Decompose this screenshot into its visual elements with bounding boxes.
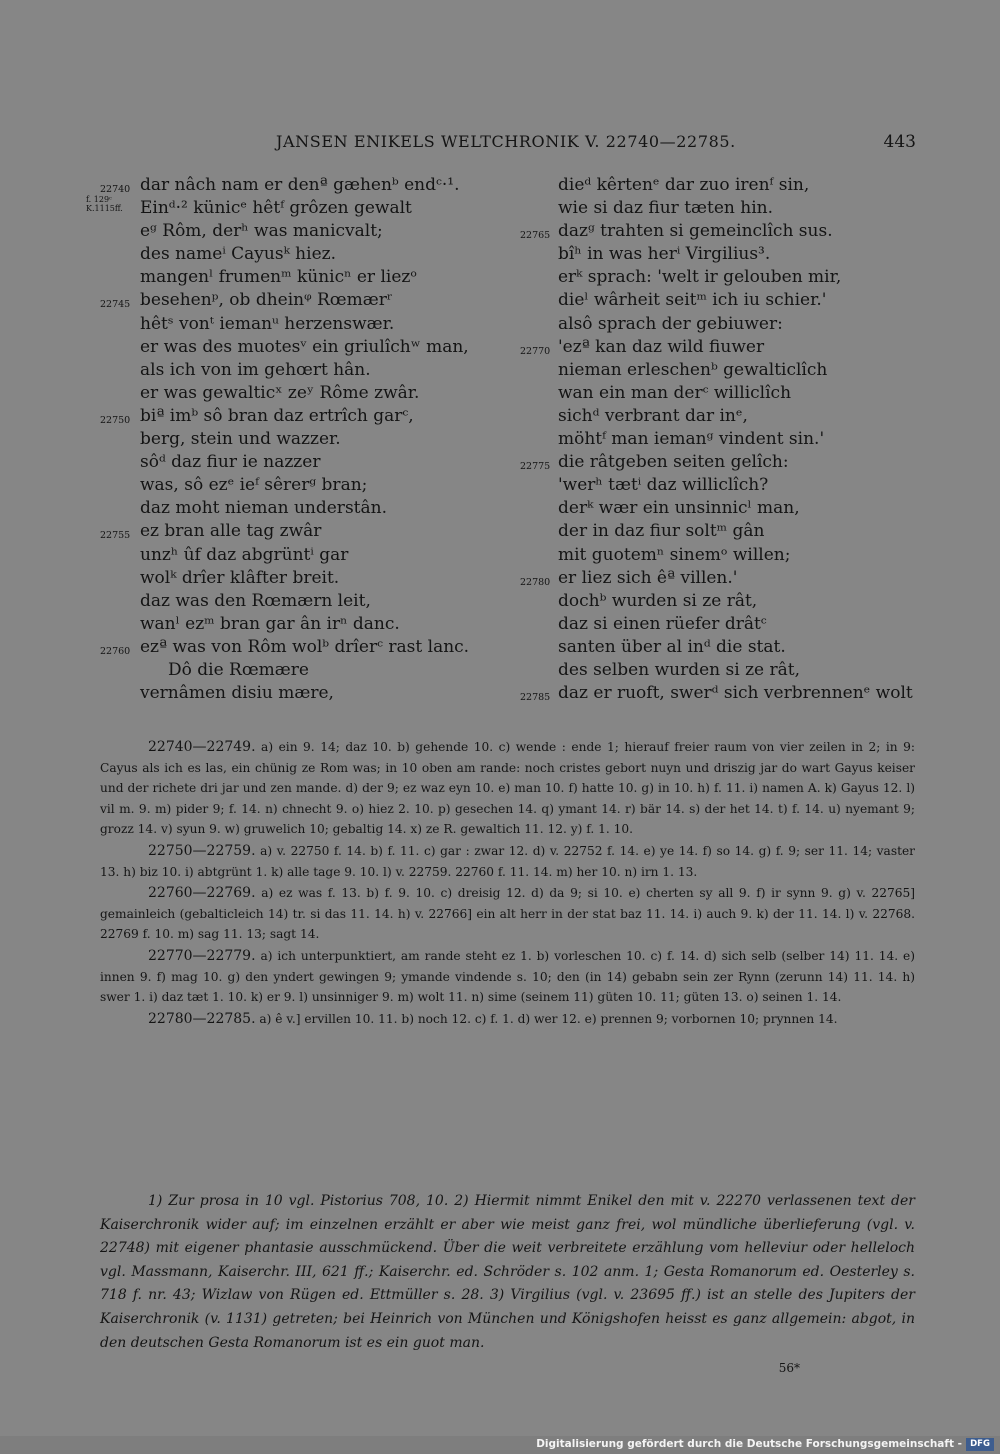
apparatus-entry: [100, 1009, 915, 1030]
verse-line: [518, 544, 918, 567]
verse-line: [100, 474, 500, 497]
verse-text: daz er ruoft, swerᵈ sich verbrennenᵉ wolt: [558, 683, 913, 704]
poem-column-right: [518, 174, 918, 705]
verse-line: [518, 451, 918, 474]
verse-text: bîʰ in was herⁱ Virgilius³.: [558, 244, 771, 265]
verse-text: die râtgeben seiten gelîch:: [558, 452, 789, 473]
verse-line: [518, 659, 918, 682]
line-number: 22755: [100, 530, 131, 542]
verse-line: [100, 659, 500, 682]
line-number: 22740: [100, 184, 131, 195]
verse-text: alsô sprach der gebiuwer:: [558, 313, 783, 334]
verse-line: [100, 405, 500, 428]
verse-text: wan ein man derᶜ williclîch: [558, 382, 792, 403]
verse-text: dieˡ wârheit seitᵐ ich iu schier.': [558, 290, 827, 311]
verse-line: [518, 313, 918, 336]
verse-text: Dô die Rœmære: [168, 659, 309, 680]
line-number: 22765: [520, 230, 551, 242]
verse-text: dieᵈ kêrtenᵉ dar zuo irenᶠ sin,: [558, 175, 810, 195]
header-title: JANSEN ENIKELS WELTCHRONIK V. 22740—22785.: [276, 132, 736, 151]
verse-line: [100, 289, 500, 312]
verse-text: wanˡ ezᵐ bran gar ân irⁿ danc.: [140, 613, 400, 634]
verse-text: eᵍ Rôm, derʰ was manicvalt;: [140, 221, 383, 242]
verse-line: [100, 220, 500, 243]
verse-text: derᵏ wær ein unsinnicˡ man,: [558, 498, 800, 519]
page-number: 443: [883, 132, 916, 152]
verse-text: unzʰ ûf daz abgrüntⁱ gar: [140, 544, 349, 565]
verse-line: [518, 266, 918, 289]
apparatus-text: a) ein 9. 14; daz 10. b) gehende 10. c) wende : ende 1; hierauf freier raum von vier zeilen in 2; in 9: Cayus als ich es las, ein chünig ze Rom was; in 10 oben am rande: noch cristes gebort nuyn und driszig jar do wart Gayus keiser und der richete dri jar und zen mande. d) der 9; ez waz eyn 10. e) man 10. f) hatte 10. g) in 10. h) f. 11. i) namen A. k) Gayus 12. l) vil m. 9. m) pider 9; f. 14. n) chnecht 9. o) hiez 2. 10. p) gesechen 14. q) ymant 14. r) bär 14. s) der het 14. t) f. 14. u) nyemant 9; grozz 14. v) syun 9. w) gruwelich 10; gebaltig 14. x) ze R. gewaltich 11. 12. y) f. 1. 10.: [100, 740, 915, 837]
verse-line: [100, 520, 500, 543]
line-number: 22775: [520, 461, 551, 473]
verse-text: berg, stein und wazzer.: [140, 429, 341, 450]
verse-text: sôᵈ daz fiur ie nazzer: [140, 452, 321, 473]
verse-text: möhtᶠ man iemanᵍ vindent sin.': [558, 429, 825, 450]
verse-text: daz was den Rœmærn leit,: [140, 590, 371, 611]
verse-text: dazᵍ trahten si gemeinclîch sus.: [558, 221, 833, 242]
dfg-logo: DFG: [966, 1438, 994, 1451]
verse-line: [518, 636, 918, 659]
running-header: [0, 132, 1000, 156]
verse-line: [518, 682, 918, 705]
verse-line: [100, 336, 500, 359]
verse-text: dar nâch nam er denª gæhenᵇ endᶜ·¹.: [140, 175, 460, 195]
verse-line: [518, 359, 918, 382]
apparatus-range: 22740—22749.: [148, 739, 256, 755]
verse-line: [518, 197, 918, 220]
verse-line: [100, 174, 500, 197]
verse-line: [518, 613, 918, 636]
apparatus-text: a) ich unterpunktiert, am rande steht ez 1. b) vorleschen 10. c) f. 14. d) sich selb (selber 14) 11. 14. e) innen 9. f) mag 10. g) den yndert gewingen 9; ymande vindende s. 10; den (in 14) gebabn sein zer Rynn (zerunn 14) 11. 14. h) swer 1. i) daz tæt 1. 10. k) er 9. l) unsinniger 9. m) wolt 11. n) sime (seinem 11) güten 10. 11; güten 13. o) seinen 1. 14.: [100, 948, 916, 1005]
verse-line: [100, 266, 500, 289]
verse-text: 'ezª kan daz wild fiuwer: [558, 336, 765, 357]
verse-line: [518, 220, 918, 243]
verse-text: des nameⁱ Cayusᵏ hiez.: [140, 244, 336, 265]
apparatus-text: a) ê v.] ervillen 10. 11. b) noch 12. c) f. 1. d) wer 12. e) prennen 9; vorbornen 10; prynnen 14.: [259, 1011, 838, 1026]
verse-text: ezª was von Rôm wolᵇ drîerᶜ rast lanc.: [140, 636, 470, 657]
verse-line: [518, 520, 918, 543]
verse-line: [100, 243, 500, 266]
apparatus-range: 22750—22759.: [148, 842, 256, 859]
verse-text: dochᵇ wurden si ze rât,: [558, 590, 758, 611]
verse-text: wolᵏ drîer klâfter breit.: [140, 567, 340, 588]
apparatus-range: 22780—22785.: [148, 1010, 256, 1027]
verse-line: [100, 544, 500, 567]
verse-line: [100, 382, 500, 405]
verse-line: [100, 451, 500, 474]
manuscript-ref: f. 129ᶜ K.1115ff.: [86, 195, 123, 214]
verse-line: [518, 174, 918, 197]
verse-line: [100, 682, 500, 705]
apparatus-text: a) ez was f. 13. b) f. 9. 10. c) dreisig 12. d) da 9; si 10. e) cherten sy all 9. f) ir synn 9. g) v. 22765] gemainleich (gebalticleich 14) tr. si das 11. 14. h) v. 22766] ein alt herr in der stat baz 11. 14. i) auch 9. k) der 11. 14. l) v. 22768. 22769 f. 10. m) sag 11. 13; sagt 14.: [100, 886, 915, 942]
verse-line: [100, 359, 500, 382]
verse-text: nieman erleschenᵇ gewalticlîch: [558, 359, 828, 380]
verse-line: [518, 567, 918, 590]
verse-text: erᵏ sprach: 'welt ir gelouben mir,: [558, 267, 842, 288]
verse-text: der in daz fiur soltᵐ gân: [558, 521, 765, 542]
line-number: 22780: [520, 576, 551, 588]
verse-text: er liez sich êª villen.': [558, 567, 738, 588]
signature-mark: 56*: [778, 1361, 800, 1375]
line-number: 22745: [100, 299, 131, 311]
verse-line: [518, 474, 918, 497]
critical-apparatus: [100, 737, 915, 1030]
verse-line: [100, 636, 500, 659]
verse-line: [100, 497, 500, 520]
verse-line: [518, 243, 918, 266]
verse-line: [100, 613, 500, 636]
line-number: 22785: [520, 692, 551, 704]
verse-text: daz moht nieman understân.: [140, 498, 387, 519]
verse-line: [518, 428, 918, 451]
verse-text: mit guotemⁿ sinemᵒ willen;: [558, 544, 791, 565]
verse-text: besehenᵖ, ob dheinᵠ Rœmærʳ: [140, 290, 393, 311]
verse-line: [100, 428, 500, 451]
footer-bar: [0, 1436, 1000, 1454]
verse-text: mangenˡ frumenᵐ künicⁿ er liezᵒ: [140, 267, 417, 288]
verse-text: santen über al inᵈ die stat.: [558, 636, 786, 657]
verse-text: Einᵈ·² künicᵉ hêtᶠ grôzen gewalt: [140, 198, 412, 219]
verse-line: [100, 313, 500, 336]
poem-column-left: [86, 174, 500, 705]
verse-text: ez bran alle tag zwâr: [140, 521, 322, 542]
verse-text: des selben wurden si ze rât,: [558, 659, 800, 680]
verse-line: [518, 336, 918, 359]
verse-text: er was gewalticˣ zeʸ Rôme zwâr.: [140, 382, 420, 403]
verse-text: hêtˢ vonᵗ iemanᵘ herzenswær.: [140, 313, 395, 334]
footnote-text: 1) Zur prosa in 10 vgl. Pistorius 708, 10. 2) Hiermit nimmt Enikel den mit v. 22270 verlassenen text der Kaiserchronik wider auf; im einzelnen erzählt er aber wie meist ganz frei, wol mündliche überlieferung (vgl. v. 22748) mit eigener phantasie ausschmückend. Über die weit verbreitete erzählung vom helleviur oder helleloch vgl. Massmann, Kaiserchr. III, 621 ff.; Kaiserchr. ed. Schröder s. 102 anm. 1; Gesta Romanorum ed. Oesterley s. 718 f. nr. 43; Wizlaw von Rügen ed. Ettmüller s. 28. 3) Virgilius (vgl. v. 23695 ff.) ist an stelle des Jupiters der Kaiserchronik (v. 1131) getreten; bei Heinrich von München und Königshofen heisst es ganz allgemein: abgot, in den deutschen Gesta Romanorum ist es ein guot man.: [100, 1193, 915, 1351]
footnotes: [100, 1190, 915, 1355]
verse-text: als ich von im gehœrt hân.: [140, 359, 371, 380]
apparatus-entry: [100, 883, 915, 945]
apparatus-range: 22760—22769.: [148, 885, 256, 902]
line-number: 22750: [100, 414, 131, 426]
apparatus-text: a) v. 22750 f. 14. b) f. 11. c) gar : zwar 12. d) v. 22752 f. 14. e) ye 14. f) so 14. g) f. 9; ser 11. 14; vaster 13. h) biz 10. i) abtgrünt 1. k) alle tage 9. 10. l) v. 22759. 22760 f. 11. 14. m) her 10. n) irn 1. 13.: [100, 843, 916, 879]
verse-text: 'werʰ tætⁱ daz williclîch?: [558, 475, 769, 496]
verse-text: er was des muotesᵛ ein griulîchʷ man,: [140, 336, 469, 357]
verse-line: [100, 590, 500, 613]
apparatus-entry: [100, 946, 915, 1008]
funding-notice: Digitalisierung gefördert durch die Deutsche Forschungsgemeinschaft -: [536, 1438, 962, 1450]
line-number: 22760: [100, 645, 131, 657]
apparatus-range: 22770—22779.: [148, 947, 256, 964]
verse-line: [518, 497, 918, 520]
verse-line: [518, 590, 918, 613]
verse-line: [518, 382, 918, 405]
verse-text: was, sô ezᵉ ieᶠ sêrerᵍ bran;: [140, 475, 368, 496]
verse-text: sichᵈ verbrant dar inᵉ,: [558, 405, 748, 426]
apparatus-entry: [100, 737, 915, 840]
apparatus-entry: [100, 841, 915, 882]
verse-line: [86, 195, 500, 220]
line-number: 22770: [520, 345, 551, 357]
verse-text: daz si einen rüefer drâtᶜ: [558, 613, 767, 634]
verse-line: [518, 289, 918, 312]
verse-line: [100, 567, 500, 590]
verse-text: vernâmen disiu mære,: [140, 683, 334, 704]
verse-text: biª imᵇ sô bran daz ertrîch garᶜ,: [140, 405, 414, 426]
verse-line: [518, 405, 918, 428]
verse-text: wie si daz fiur tæten hin.: [558, 198, 774, 219]
